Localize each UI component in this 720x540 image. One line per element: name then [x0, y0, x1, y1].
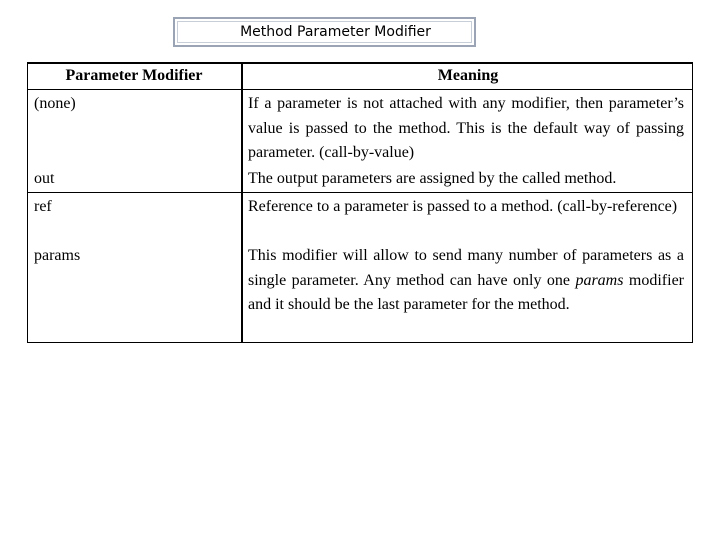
meaning-out: The output parameters are assigned by the called method. [248, 170, 617, 187]
meaning-ref: Reference to a parameter is passed to a method. (call-by-reference) [248, 198, 678, 215]
row-rule [27, 192, 693, 193]
column-divider [241, 62, 243, 343]
modifier-ref: ref [34, 198, 52, 215]
header-meaning: Meaning [437, 67, 499, 84]
header-parameter-modifier: Parameter Modifier [65, 67, 203, 84]
slide-title-box [173, 17, 476, 47]
modifier-params: params [34, 247, 81, 264]
meaning-params-text-a: This modifier will allow to send many number of parameters as a single parameter. Any method can have only one [248, 247, 684, 289]
slide-title: Method Parameter Modifier [240, 24, 431, 40]
meaning-params [248, 244, 684, 318]
modifier-out: out [34, 170, 55, 187]
meaning-none: If a parameter is not attached with any modifier, then parameter’s value is passed to the method. This is the default way of passing parameter. (call-by-value) [248, 95, 684, 161]
header-rule [27, 89, 693, 90]
modifier-none: (none) [34, 95, 76, 112]
meaning-params-text-b: modifier and it should be the last parameter for the method. [248, 271, 685, 313]
params-keyword: params [575, 271, 624, 289]
